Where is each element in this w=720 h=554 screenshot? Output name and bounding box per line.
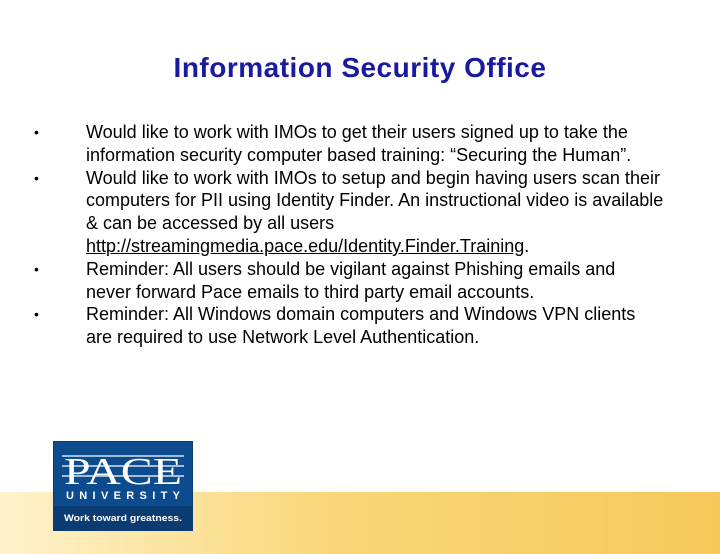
bullet-dot: •: [34, 124, 39, 140]
bullet-text-end: .: [524, 235, 530, 256]
bullet-item-identity-finder: [0, 167, 720, 258]
bullet-dot: •: [34, 260, 39, 277]
bullet-text: Would like to work with IMOs to get their users signed up to take the information security computer based training: “Securing the Human”.: [86, 122, 632, 165]
pace-university-logo: [53, 441, 193, 531]
bullet-item-nla: [0, 303, 720, 349]
logo-graphic: [54, 442, 192, 530]
logo-tagline: Work toward greatness.: [64, 513, 182, 523]
bullet-item-training: [0, 121, 720, 167]
bullet-item-phishing: [0, 258, 720, 304]
bullet-dot: •: [34, 306, 39, 323]
logo-subtitle: UNIVERSITY: [66, 490, 180, 502]
bullet-text: Would like to work with IMOs to setup and begin having users scan their computers for PII using Identity Finder. An instructional video is available & can be accessed by all users: [86, 167, 664, 234]
logo-name: PACE: [64, 451, 182, 493]
bullet-text: Reminder: All Windows domain computers and Windows VPN clients are required to use Network Level Authentication.: [86, 304, 636, 348]
bullet-text: Reminder: All users should be vigilant against Phishing emails and never forward Pace emails to third party email accounts.: [86, 258, 616, 302]
slide-title: Information Security Office: [173, 52, 547, 83]
bullet-list: [0, 121, 720, 349]
bullet-dot: •: [34, 169, 39, 186]
training-video-link[interactable]: http://streamingmedia.pace.edu/Identity.Finder.Training: [86, 235, 525, 256]
